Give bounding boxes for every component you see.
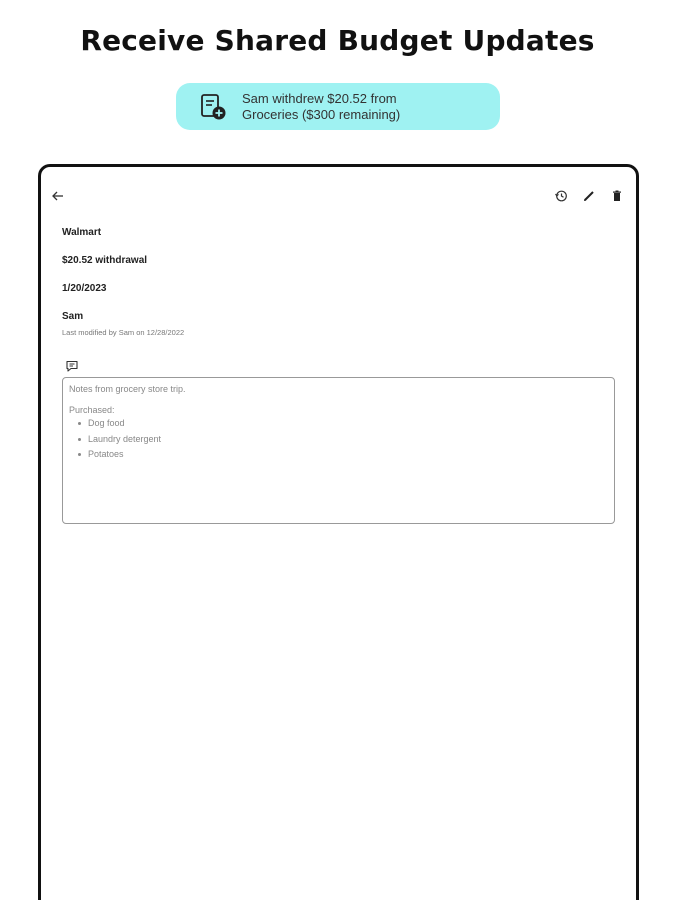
merchant-name: Walmart xyxy=(62,227,102,238)
toolbar-actions xyxy=(554,189,624,203)
headline: Receive Shared Budget Updates xyxy=(80,24,595,57)
transaction-user: Sam xyxy=(62,311,84,322)
notification-line-1: Sam withdrew $20.52 from xyxy=(242,90,397,106)
history-icon[interactable] xyxy=(554,189,568,203)
pencil-icon[interactable] xyxy=(582,189,596,203)
list-item: Potatoes xyxy=(69,449,608,459)
comment-icon xyxy=(65,359,79,373)
notes-heading: Purchased: xyxy=(69,405,115,415)
trash-icon[interactable] xyxy=(610,189,624,203)
arrow-left-icon[interactable] xyxy=(51,189,65,203)
device-frame xyxy=(38,164,639,900)
list-item: Laundry detergent xyxy=(69,434,608,444)
last-modified-text: Last modified by Sam on 12/28/2022 xyxy=(62,328,185,337)
notes-list xyxy=(69,418,608,459)
transaction-date: 1/20/2023 xyxy=(62,283,107,294)
list-item: Dog food xyxy=(69,418,608,428)
notes-intro: Notes from grocery store trip. xyxy=(69,384,186,394)
transaction-amount: $20.52 withdrawal xyxy=(62,255,148,266)
notification-line-2: Groceries ($300 remaining) xyxy=(242,106,401,122)
receipt-add-icon xyxy=(198,92,228,122)
notes-textarea[interactable] xyxy=(62,377,615,524)
notification-banner[interactable] xyxy=(176,83,500,130)
notification-text xyxy=(242,91,400,123)
